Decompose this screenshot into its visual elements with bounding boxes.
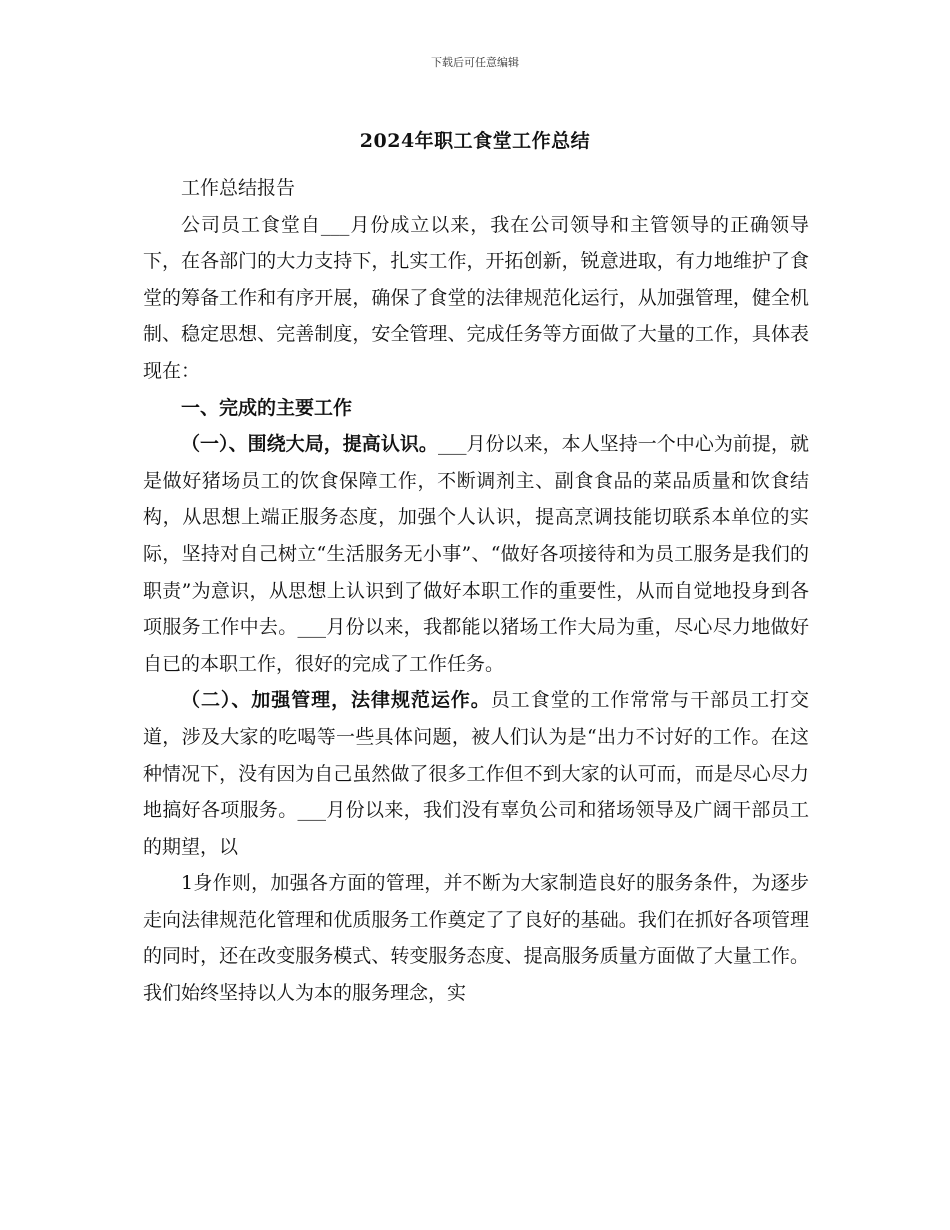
item-1-lead: （一）、围绕大局，提高认识。 [181, 433, 438, 456]
paragraph-continuation: 1身作则，加强各方面的管理，并不断为大家制造良好的服务条件，为逐步走向法律规范化管理和优质服务工作奠定了了良好的基础。我们在抓好各项管理的同时，还在改变服务模式、转变服务态度、提高服务质量方面做了大量工作。我们始终坚持以人为本的服务理念，实 [143, 872, 809, 1005]
item-2-text: 员工食堂的工作常常与干部员工打交道，涉及大家的吃喝等一些具体问题，被人们认为是“出力不讨好的工作。在这种情况下，没有因为自己虽然做了很多工作但不到大家的认可而，而是尽心尽力地搞好各项服务。___月份以来，我们没有辜负公司和猪场领导及广阔干部员工的期望，以 [143, 689, 809, 858]
document-body [143, 170, 809, 1012]
document-title: 2024年职工食堂工作总结 [359, 130, 591, 152]
section-heading-main-work: 一、完成的主要工作 [181, 396, 353, 419]
paragraph-intro: 公司员工食堂自___月份成立以来，我在公司领导和主管领导的正确领导下，在各部门的大力支持下，扎实工作，开拓创新，锐意进取，有力地维护了食堂的筹备工作和有序开展，确保了食堂的法律规范化运行，从加强管理，健全机制、稳定思想、完善制度，安全管理、完成任务等方面做了大量的工作，具体表现在： [143, 213, 809, 382]
item-1-text: ___月份以来，本人坚持一个中心为前提，就是做好猪场员工的饮食保障工作，不断调剂主、副食食品的菜品质量和饮食结构，从思想上端正服务态度，加强个人认识，提高烹调技能切联系本单位的实际，坚持对自己树立“生活服务无小事”、“做好各项接待和为员工服务是我们的职责”为意识，从思想上认识到了做好本职工作的重要性，从而自觉地投身到各项服务工作中去。___月份以来，我都能以猪场工作大局为重，尽心尽力地做好自已的本职工作，很好的完成了工作任务。 [143, 433, 809, 675]
header-note: 下载后可任意编辑 [431, 56, 519, 69]
paragraph-report-label: 工作总结报告 [181, 177, 296, 199]
paragraph-item-2 [143, 682, 809, 865]
paragraph-item-1 [143, 426, 809, 682]
item-2-lead: （二）、加强管理，法律规范运作。 [181, 689, 491, 712]
